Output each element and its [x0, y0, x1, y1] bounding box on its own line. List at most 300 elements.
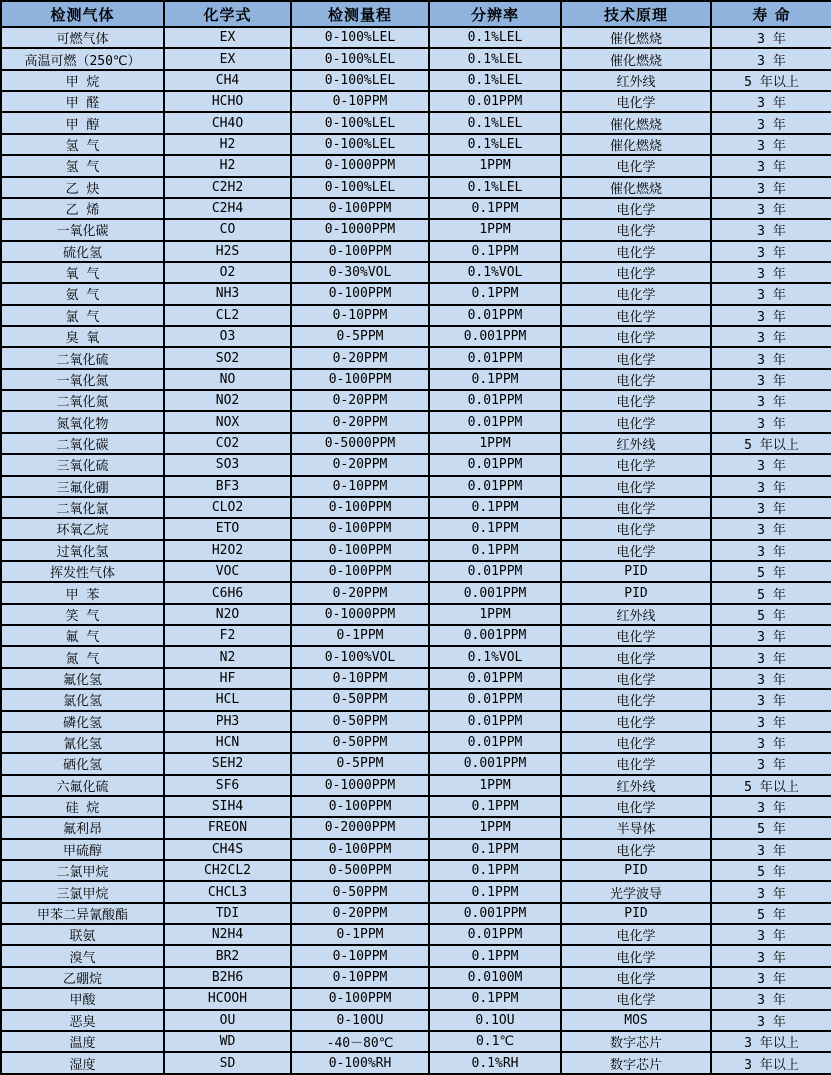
column-header-range: 检测量程 [291, 1, 429, 27]
column-header-principle: 技术原理 [561, 1, 711, 27]
cell-principle: PID [561, 582, 711, 603]
cell-gas: 恶臭 [1, 1010, 164, 1031]
cell-range: 0-10PPM [291, 91, 429, 112]
cell-lifespan: 3 年 [711, 198, 831, 219]
cell-lifespan: 3 年 [711, 839, 831, 860]
cell-resolution: 0.1PPM [429, 518, 561, 539]
cell-range: 0-20PPM [291, 582, 429, 603]
cell-resolution: 0.01PPM [429, 91, 561, 112]
cell-lifespan: 3 年 [711, 646, 831, 667]
cell-range: 0-1PPM [291, 625, 429, 646]
cell-lifespan: 3 年 [711, 988, 831, 1009]
cell-formula: SEH2 [164, 753, 291, 774]
cell-range: 0-5000PPM [291, 433, 429, 454]
table-row [1, 775, 831, 796]
table-row [1, 796, 831, 817]
cell-gas: 一氧化碳 [1, 219, 164, 240]
table-row [1, 262, 831, 283]
table-row [1, 70, 831, 91]
cell-principle: 电化学 [561, 198, 711, 219]
cell-range: 0-50PPM [291, 689, 429, 710]
table-row [1, 518, 831, 539]
cell-range: 0-500PPM [291, 860, 429, 881]
cell-lifespan: 3 年 [711, 454, 831, 475]
cell-formula: HCL [164, 689, 291, 710]
cell-lifespan: 5 年以上 [711, 70, 831, 91]
cell-lifespan: 3 年以上 [711, 1052, 831, 1074]
cell-principle: 半导体 [561, 817, 711, 838]
cell-range: 0-1000PPM [291, 775, 429, 796]
cell-principle: 光学波导 [561, 881, 711, 902]
cell-principle: 电化学 [561, 732, 711, 753]
cell-range: 0-100%LEL [291, 70, 429, 91]
cell-resolution: 0.01PPM [429, 411, 561, 432]
table-row [1, 433, 831, 454]
table-row [1, 198, 831, 219]
table-row [1, 668, 831, 689]
table-row [1, 967, 831, 988]
cell-formula: BR2 [164, 945, 291, 966]
cell-lifespan: 3 年 [711, 241, 831, 262]
cell-gas: 甲 烷 [1, 70, 164, 91]
cell-lifespan: 3 年 [711, 668, 831, 689]
cell-range: 0-100PPM [291, 561, 429, 582]
cell-resolution: 0.1PPM [429, 988, 561, 1009]
cell-range: 0-1000PPM [291, 604, 429, 625]
cell-formula: H2O2 [164, 540, 291, 561]
table-row [1, 1052, 831, 1074]
cell-range: 0-100PPM [291, 518, 429, 539]
cell-formula: SD [164, 1052, 291, 1074]
cell-lifespan: 3 年以上 [711, 1031, 831, 1052]
cell-range: 0-10PPM [291, 945, 429, 966]
cell-range: 0-20PPM [291, 390, 429, 411]
cell-range: 0-100PPM [291, 283, 429, 304]
cell-gas: 六氟化硫 [1, 775, 164, 796]
cell-principle: PID [561, 561, 711, 582]
table-row [1, 860, 831, 881]
table-row [1, 839, 831, 860]
cell-resolution: 1PPM [429, 604, 561, 625]
cell-resolution: 0.1PPM [429, 796, 561, 817]
cell-gas: 氯化氢 [1, 689, 164, 710]
cell-principle: 电化学 [561, 91, 711, 112]
cell-formula: HF [164, 668, 291, 689]
cell-formula: NO [164, 369, 291, 390]
header-row [1, 1, 831, 27]
cell-range: 0-100%LEL [291, 112, 429, 133]
table-row [1, 604, 831, 625]
table-row [1, 689, 831, 710]
table-row [1, 1010, 831, 1031]
cell-gas: 氧 气 [1, 262, 164, 283]
cell-lifespan: 3 年 [711, 112, 831, 133]
cell-principle: 电化学 [561, 326, 711, 347]
cell-range: 0-50PPM [291, 732, 429, 753]
cell-resolution: 1PPM [429, 775, 561, 796]
cell-resolution: 0.01PPM [429, 476, 561, 497]
cell-principle: 电化学 [561, 262, 711, 283]
cell-gas: 二氯甲烷 [1, 860, 164, 881]
cell-lifespan: 3 年 [711, 689, 831, 710]
cell-principle: PID [561, 903, 711, 924]
cell-formula: HCHO [164, 91, 291, 112]
cell-principle: 电化学 [561, 454, 711, 475]
cell-range: 0-100PPM [291, 988, 429, 1009]
cell-resolution: 0.1%LEL [429, 112, 561, 133]
cell-resolution: 0.01PPM [429, 668, 561, 689]
cell-range: 0-5PPM [291, 753, 429, 774]
cell-resolution: 0.01PPM [429, 924, 561, 945]
cell-resolution: 0.1%VOL [429, 262, 561, 283]
cell-lifespan: 3 年 [711, 540, 831, 561]
table-row [1, 390, 831, 411]
cell-formula: CHCL3 [164, 881, 291, 902]
table-row [1, 497, 831, 518]
cell-principle: 电化学 [561, 988, 711, 1009]
cell-lifespan: 3 年 [711, 518, 831, 539]
cell-principle: 催化燃烧 [561, 27, 711, 48]
cell-gas: 甲 苯 [1, 582, 164, 603]
cell-range: 0-2000PPM [291, 817, 429, 838]
cell-range: 0-5PPM [291, 326, 429, 347]
table-row [1, 711, 831, 732]
cell-gas: 甲 醇 [1, 112, 164, 133]
cell-formula: F2 [164, 625, 291, 646]
cell-range: 0-100%LEL [291, 134, 429, 155]
cell-formula: SF6 [164, 775, 291, 796]
cell-principle: PID [561, 860, 711, 881]
cell-resolution: 0.01PPM [429, 689, 561, 710]
cell-gas: 三氧化硫 [1, 454, 164, 475]
cell-range: 0-100PPM [291, 241, 429, 262]
cell-formula: EX [164, 48, 291, 69]
cell-formula: SO2 [164, 347, 291, 368]
cell-range: 0-10OU [291, 1010, 429, 1031]
cell-resolution: 1PPM [429, 817, 561, 838]
cell-formula: CO2 [164, 433, 291, 454]
cell-resolution: 0.001PPM [429, 753, 561, 774]
column-header-resolution: 分辨率 [429, 1, 561, 27]
cell-resolution: 0.1PPM [429, 198, 561, 219]
cell-formula: HCOOH [164, 988, 291, 1009]
cell-gas: 甲酸 [1, 988, 164, 1009]
cell-lifespan: 5 年 [711, 817, 831, 838]
cell-range: 0-100%VOL [291, 646, 429, 667]
cell-lifespan: 3 年 [711, 497, 831, 518]
cell-resolution: 0.1%LEL [429, 70, 561, 91]
table-row [1, 945, 831, 966]
cell-formula: NOX [164, 411, 291, 432]
cell-lifespan: 3 年 [711, 326, 831, 347]
cell-principle: 电化学 [561, 347, 711, 368]
cell-principle: 电化学 [561, 476, 711, 497]
cell-formula: NO2 [164, 390, 291, 411]
cell-range: 0-100PPM [291, 796, 429, 817]
cell-gas: 氟利昂 [1, 817, 164, 838]
cell-lifespan: 3 年 [711, 753, 831, 774]
cell-lifespan: 3 年 [711, 881, 831, 902]
cell-lifespan: 3 年 [711, 796, 831, 817]
cell-gas: 氮 气 [1, 646, 164, 667]
cell-formula: BF3 [164, 476, 291, 497]
cell-range: 0-100%LEL [291, 177, 429, 198]
cell-formula: C2H2 [164, 177, 291, 198]
cell-principle: 电化学 [561, 689, 711, 710]
table-row [1, 411, 831, 432]
cell-range: 0-100PPM [291, 497, 429, 518]
cell-principle: 电化学 [561, 155, 711, 176]
cell-gas: 磷化氢 [1, 711, 164, 732]
cell-formula: SIH4 [164, 796, 291, 817]
cell-lifespan: 3 年 [711, 924, 831, 945]
cell-gas: 二氧化碳 [1, 433, 164, 454]
cell-principle: 催化燃烧 [561, 112, 711, 133]
cell-gas: 温度 [1, 1031, 164, 1052]
cell-lifespan: 3 年 [711, 91, 831, 112]
cell-gas: 二氧化硫 [1, 347, 164, 368]
cell-lifespan: 3 年 [711, 945, 831, 966]
cell-range: 0-10PPM [291, 967, 429, 988]
cell-formula: C6H6 [164, 582, 291, 603]
cell-gas: 硒化氢 [1, 753, 164, 774]
cell-range: 0-1PPM [291, 924, 429, 945]
table-row [1, 817, 831, 838]
cell-range: 0-10PPM [291, 668, 429, 689]
cell-resolution: 0.1%LEL [429, 177, 561, 198]
cell-formula: CH4 [164, 70, 291, 91]
table-row [1, 732, 831, 753]
cell-gas: 氢 气 [1, 155, 164, 176]
cell-gas: 乙硼烷 [1, 967, 164, 988]
cell-resolution: 0.1%LEL [429, 48, 561, 69]
cell-resolution: 0.001PPM [429, 625, 561, 646]
cell-resolution: 0.01PPM [429, 454, 561, 475]
table-row [1, 924, 831, 945]
cell-lifespan: 5 年 [711, 582, 831, 603]
table-row [1, 241, 831, 262]
cell-principle: 电化学 [561, 753, 711, 774]
table-row [1, 988, 831, 1009]
cell-range: 0-20PPM [291, 903, 429, 924]
table-row [1, 561, 831, 582]
table-body [1, 27, 831, 1074]
cell-resolution: 0.1OU [429, 1010, 561, 1031]
cell-principle: 电化学 [561, 390, 711, 411]
cell-resolution: 0.001PPM [429, 903, 561, 924]
cell-range: -40－80℃ [291, 1031, 429, 1052]
cell-gas: 高温可燃（250℃） [1, 48, 164, 69]
cell-gas: 二氧化氯 [1, 497, 164, 518]
cell-lifespan: 5 年 [711, 860, 831, 881]
cell-formula: HCN [164, 732, 291, 753]
cell-principle: 催化燃烧 [561, 48, 711, 69]
cell-principle: 数字芯片 [561, 1052, 711, 1074]
cell-principle: 电化学 [561, 646, 711, 667]
cell-resolution: 0.1PPM [429, 241, 561, 262]
cell-principle: 催化燃烧 [561, 134, 711, 155]
cell-gas: 联氨 [1, 924, 164, 945]
table-row [1, 48, 831, 69]
cell-lifespan: 5 年 [711, 903, 831, 924]
cell-formula: SO3 [164, 454, 291, 475]
cell-resolution: 0.1PPM [429, 839, 561, 860]
cell-formula: H2 [164, 155, 291, 176]
table-row [1, 646, 831, 667]
cell-gas: 一氧化氮 [1, 369, 164, 390]
table-row [1, 582, 831, 603]
table-row [1, 881, 831, 902]
cell-lifespan: 3 年 [711, 219, 831, 240]
cell-gas: 溴气 [1, 945, 164, 966]
cell-formula: CO [164, 219, 291, 240]
cell-lifespan: 3 年 [711, 476, 831, 497]
cell-lifespan: 3 年 [711, 27, 831, 48]
cell-gas: 氟 气 [1, 625, 164, 646]
cell-lifespan: 5 年 [711, 604, 831, 625]
cell-range: 0-100PPM [291, 369, 429, 390]
cell-resolution: 1PPM [429, 155, 561, 176]
table-row [1, 540, 831, 561]
table-row [1, 134, 831, 155]
table-row [1, 903, 831, 924]
cell-formula: OU [164, 1010, 291, 1031]
cell-range: 0-50PPM [291, 881, 429, 902]
cell-lifespan: 3 年 [711, 347, 831, 368]
table-row [1, 155, 831, 176]
cell-principle: 红外线 [561, 433, 711, 454]
cell-resolution: 0.1PPM [429, 369, 561, 390]
cell-range: 0-100%RH [291, 1052, 429, 1074]
cell-principle: 红外线 [561, 604, 711, 625]
cell-principle: 电化学 [561, 518, 711, 539]
cell-gas: 过氧化氢 [1, 540, 164, 561]
cell-range: 0-20PPM [291, 411, 429, 432]
cell-principle: 电化学 [561, 540, 711, 561]
cell-gas: 甲 醛 [1, 91, 164, 112]
cell-formula: EX [164, 27, 291, 48]
cell-range: 0-100PPM [291, 540, 429, 561]
cell-formula: ETO [164, 518, 291, 539]
cell-principle: 红外线 [561, 70, 711, 91]
cell-gas: 甲硫醇 [1, 839, 164, 860]
column-header-gas: 检测气体 [1, 1, 164, 27]
column-header-lifespan: 寿 命 [711, 1, 831, 27]
cell-lifespan: 3 年 [711, 177, 831, 198]
cell-resolution: 1PPM [429, 219, 561, 240]
cell-principle: 电化学 [561, 625, 711, 646]
cell-formula: C2H4 [164, 198, 291, 219]
cell-gas: 氨 气 [1, 283, 164, 304]
cell-lifespan: 3 年 [711, 1010, 831, 1031]
cell-range: 0-100PPM [291, 198, 429, 219]
cell-resolution: 0.0100M [429, 967, 561, 988]
table-row [1, 347, 831, 368]
cell-formula: WD [164, 1031, 291, 1052]
cell-lifespan: 5 年以上 [711, 775, 831, 796]
cell-range: 0-100PPM [291, 839, 429, 860]
table-row [1, 112, 831, 133]
cell-formula: H2S [164, 241, 291, 262]
cell-gas: 笑 气 [1, 604, 164, 625]
cell-resolution: 0.1%LEL [429, 27, 561, 48]
cell-gas: 二氧化氮 [1, 390, 164, 411]
cell-range: 0-30%VOL [291, 262, 429, 283]
cell-range: 0-10PPM [291, 305, 429, 326]
cell-range: 0-10PPM [291, 476, 429, 497]
cell-lifespan: 3 年 [711, 411, 831, 432]
cell-lifespan: 3 年 [711, 369, 831, 390]
table-row [1, 625, 831, 646]
cell-gas: 乙 烯 [1, 198, 164, 219]
cell-gas: 硅 烷 [1, 796, 164, 817]
cell-gas: 硫化氢 [1, 241, 164, 262]
cell-resolution: 0.1%LEL [429, 134, 561, 155]
cell-range: 0-100%LEL [291, 48, 429, 69]
cell-principle: 电化学 [561, 283, 711, 304]
cell-range: 0-100%LEL [291, 27, 429, 48]
cell-lifespan: 3 年 [711, 262, 831, 283]
cell-resolution: 0.1℃ [429, 1031, 561, 1052]
cell-resolution: 0.1%VOL [429, 646, 561, 667]
cell-resolution: 0.001PPM [429, 326, 561, 347]
cell-gas: 三氟化硼 [1, 476, 164, 497]
cell-principle: 电化学 [561, 305, 711, 326]
cell-principle: 电化学 [561, 497, 711, 518]
cell-formula: FREON [164, 817, 291, 838]
table-row [1, 454, 831, 475]
cell-formula: B2H6 [164, 967, 291, 988]
cell-lifespan: 3 年 [711, 390, 831, 411]
cell-resolution: 0.1PPM [429, 283, 561, 304]
cell-range: 0-50PPM [291, 711, 429, 732]
cell-formula: NH3 [164, 283, 291, 304]
cell-formula: CH4O [164, 112, 291, 133]
cell-resolution: 0.01PPM [429, 732, 561, 753]
cell-lifespan: 3 年 [711, 155, 831, 176]
table-row [1, 305, 831, 326]
cell-formula: O2 [164, 262, 291, 283]
cell-resolution: 0.1PPM [429, 860, 561, 881]
table-row [1, 326, 831, 347]
table-row [1, 27, 831, 48]
table-row [1, 177, 831, 198]
cell-formula: N2H4 [164, 924, 291, 945]
cell-range: 0-20PPM [291, 347, 429, 368]
cell-lifespan: 3 年 [711, 305, 831, 326]
cell-range: 0-1000PPM [291, 155, 429, 176]
cell-lifespan: 3 年 [711, 967, 831, 988]
cell-gas: 氢 气 [1, 134, 164, 155]
table-row [1, 283, 831, 304]
cell-gas: 甲苯二异氰酸酯 [1, 903, 164, 924]
cell-gas: 乙 炔 [1, 177, 164, 198]
table-row [1, 369, 831, 390]
cell-principle: 数字芯片 [561, 1031, 711, 1052]
table-row [1, 219, 831, 240]
cell-gas: 挥发性气体 [1, 561, 164, 582]
cell-gas: 氰化氢 [1, 732, 164, 753]
cell-lifespan: 3 年 [711, 625, 831, 646]
table-row [1, 91, 831, 112]
cell-lifespan: 3 年 [711, 711, 831, 732]
cell-principle: 电化学 [561, 796, 711, 817]
cell-resolution: 0.1PPM [429, 497, 561, 518]
cell-gas: 环氧乙烷 [1, 518, 164, 539]
cell-formula: CH2CL2 [164, 860, 291, 881]
column-header-formula: 化学式 [164, 1, 291, 27]
cell-principle: 电化学 [561, 369, 711, 390]
